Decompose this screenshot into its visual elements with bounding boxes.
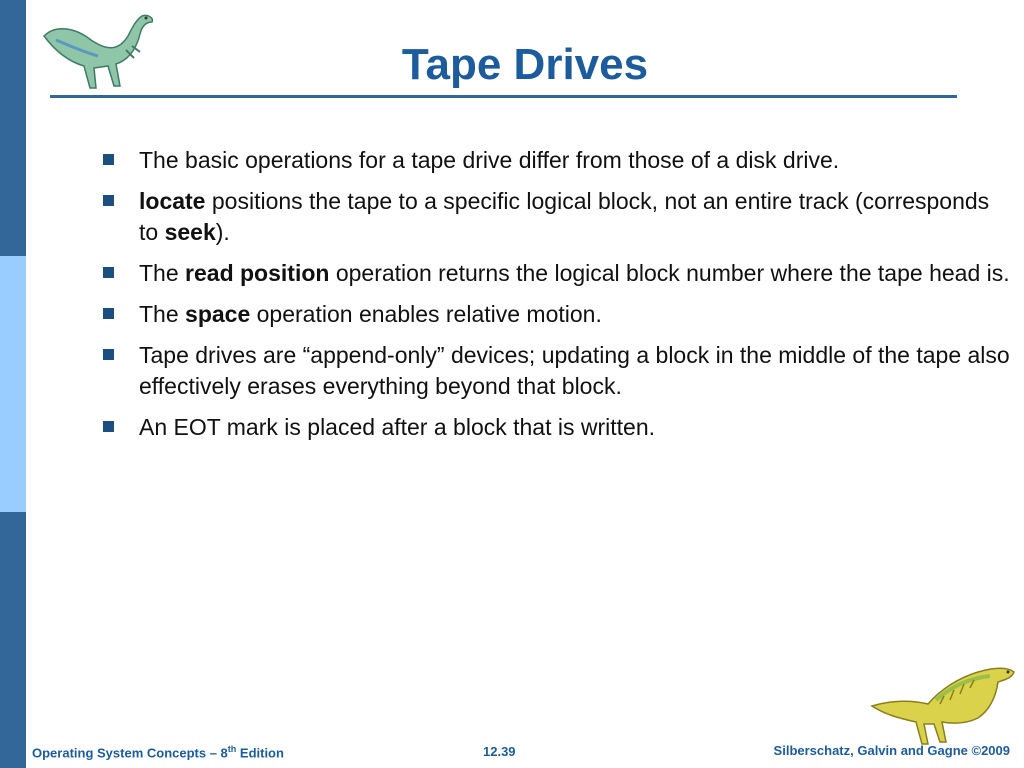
square-bullet-icon bbox=[103, 349, 114, 360]
bullet-text: operation enables relative motion. bbox=[250, 301, 602, 327]
bullet-text: ). bbox=[215, 219, 230, 245]
bullet-text: operation returns the logical block number where the tape head is. bbox=[329, 260, 1010, 286]
bullet-item bbox=[100, 145, 1010, 176]
square-bullet-icon bbox=[103, 308, 114, 319]
bullet-text: An EOT mark is placed after a block that is written. bbox=[139, 414, 656, 440]
bullet-keyword: read position bbox=[185, 260, 330, 286]
bullet-item bbox=[100, 299, 1010, 330]
bullet-text: positions the tape to a specific logical block, not an entire track (corresponds to bbox=[139, 188, 990, 245]
bullet-keyword: locate bbox=[139, 188, 206, 214]
slide-title: Tape Drives bbox=[401, 40, 649, 89]
square-bullet-icon bbox=[103, 421, 114, 432]
bullet-item bbox=[100, 186, 1010, 248]
footer-book-title: Operating System Concepts – 8th Edition bbox=[32, 744, 284, 761]
bullet-item bbox=[100, 258, 1010, 289]
bullet-keyword: seek bbox=[164, 219, 216, 245]
square-bullet-icon bbox=[103, 195, 114, 206]
sidebar-band-middle bbox=[0, 256, 26, 512]
square-bullet-icon bbox=[103, 154, 114, 165]
bullet-item bbox=[100, 412, 1010, 443]
bullet-item bbox=[100, 340, 1010, 402]
title-divider bbox=[50, 95, 957, 98]
footer-page-number: 12.39 bbox=[483, 744, 516, 759]
bullet-list bbox=[100, 145, 1010, 453]
dinosaur-logo-icon bbox=[866, 660, 1018, 750]
sidebar-band-top bbox=[0, 0, 26, 256]
bullet-text: Tape drives are “append-only” devices; updating a block in the middle of the tape also effectively erases everything beyond that block. bbox=[139, 342, 1010, 399]
footer-authors: Silberschatz, Galvin and Gagne ©2009 bbox=[773, 743, 1010, 758]
bullet-keyword: space bbox=[185, 301, 251, 327]
square-bullet-icon bbox=[103, 267, 114, 278]
bullet-text: The bbox=[139, 301, 186, 327]
bullet-text: The basic operations for a tape drive differ from those of a disk drive. bbox=[139, 147, 840, 173]
bullet-text: The bbox=[139, 260, 186, 286]
sidebar-band-bottom bbox=[0, 512, 26, 768]
